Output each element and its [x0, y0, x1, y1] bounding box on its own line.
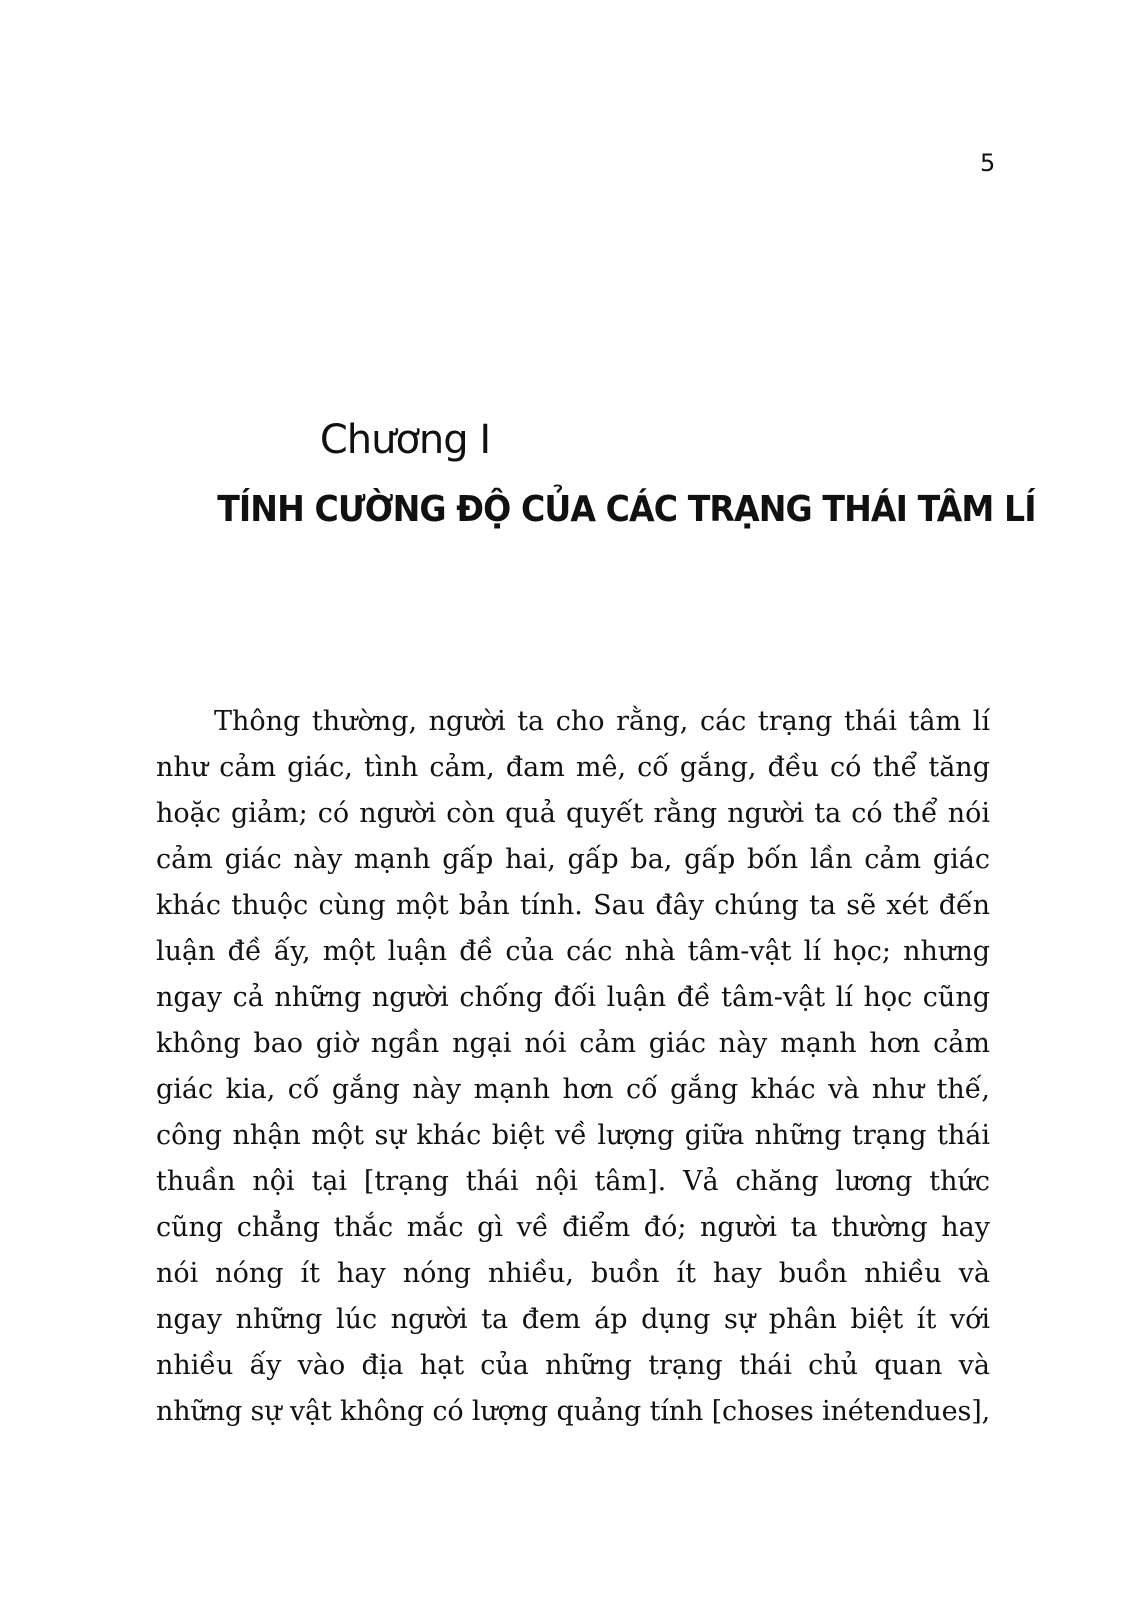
text-line: luận đề ấy, một luận đề của các nhà tâm-vật lí học; nhưng — [156, 936, 990, 967]
chapter-title: TÍNH CƯỜNG ĐỘ CỦA CÁC TRẠNG THÁI TÂM LÍ — [217, 489, 1036, 530]
text-line: những sự vật không có lượng quảng tính [choses inétendues], — [156, 1396, 991, 1427]
text-line: giác kia, cố gắng này mạnh hơn cố gắng khác và như thế, — [156, 1074, 990, 1105]
text-line: công nhận một sự khác biệt về lượng giữa những trạng thái — [156, 1120, 990, 1151]
text-line: ngay những lúc người ta đem áp dụng sự phân biệt ít với — [156, 1304, 990, 1335]
text-line: nói nóng ít hay nóng nhiều, buồn ít hay buồn nhiều và — [156, 1258, 990, 1289]
text-line: Thông thường, người ta cho rằng, các trạng thái tâm lí — [214, 706, 990, 737]
chapter-heading — [150, 415, 1036, 535]
text-line: không bao giờ ngần ngại nói cảm giác này mạnh hơn cảm — [156, 1028, 990, 1059]
chapter-label: Chương I — [319, 417, 491, 463]
text-line: thuần nội tại [trạng thái nội tâm]. Vả chăng lương thức — [156, 1166, 990, 1197]
text-line: như cảm giác, tình cảm, đam mê, cố gắng, đều có thể tăng — [156, 752, 990, 783]
text-line: ngay cả những người chống đối luận đề tâm-vật lí học cũng — [156, 982, 990, 1013]
text-line: khác thuộc cùng một bản tính. Sau đây chúng ta sẽ xét đến — [156, 890, 990, 921]
text-line: nhiều ấy vào địa hạt của những trạng thái chủ quan và — [156, 1350, 990, 1381]
text-line: hoặc giảm; có người còn quả quyết rằng người ta có thể nói — [156, 798, 990, 829]
body-paragraph — [156, 699, 990, 1435]
text-line: cũng chẳng thắc mắc gì về điểm đó; người ta thường hay — [156, 1212, 990, 1243]
text-line: cảm giác này mạnh gấp hai, gấp ba, gấp bốn lần cảm giác — [156, 844, 990, 875]
page-number: 5 — [980, 149, 996, 177]
